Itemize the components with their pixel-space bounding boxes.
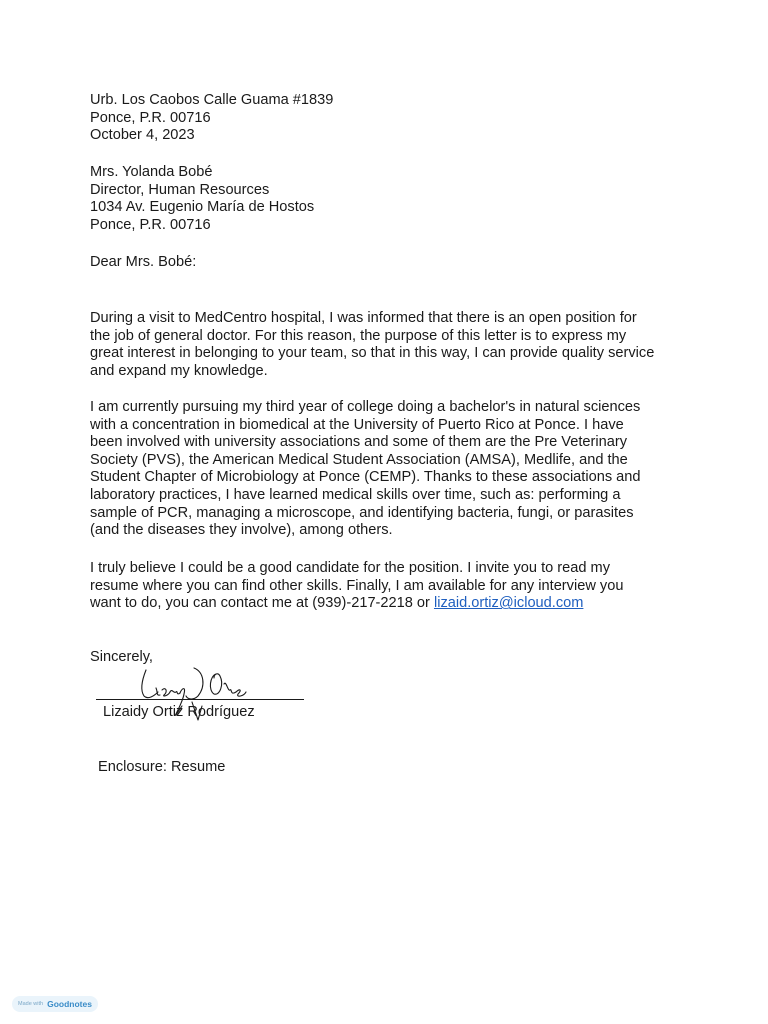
paragraph-line: laboratory practices, I have learned medical skills over time, such as: performing a: [90, 486, 621, 503]
recipient-address-line1: 1034 Av. Eugenio María de Hostos: [90, 199, 315, 216]
sender-address-line2: Ponce, P.R. 00716: [90, 109, 211, 126]
paragraph-line: the job of general doctor. For this reason, the purpose of this letter is to express my: [90, 327, 627, 344]
enclosure-note: Enclosure: Resume: [98, 759, 226, 775]
paragraph-line: During a visit to MedCentro hospital, I was informed that there is an open position for: [90, 310, 637, 326]
email-link[interactable]: lizaid.ortiz@icloud.com: [433, 595, 584, 612]
recipient-name: Mrs. Yolanda Bobé: [90, 164, 213, 180]
paragraph-line: I am currently pursuing my third year of college doing a bachelor's in natural sciences: [90, 399, 641, 415]
recipient-title: Director, Human Resources: [90, 181, 270, 198]
badge-made-with: Made with: [18, 1001, 44, 1007]
paragraph-3: [90, 560, 690, 613]
closing: Sincerely,: [90, 649, 153, 665]
paragraph-2: [90, 399, 690, 540]
recipient-address-line2: Ponce, P.R. 00716: [90, 216, 211, 233]
paragraph-line: been involved with university associations and some of them are the Pre Veterinary: [90, 434, 628, 451]
recipient-address-block: [90, 164, 690, 234]
paragraph-line: sample of PCR, managing a microscope, and identifying bacteria, fungi, or parasites: [90, 504, 634, 521]
paragraph-line: Student Chapter of Microbiology at Ponce (CEMP). Thanks to these associations and: [90, 469, 641, 486]
paragraph-line: (and the diseases they involve), among others.: [90, 522, 393, 539]
letter-date: October 4, 2023: [90, 127, 195, 144]
paragraph-1: [90, 310, 690, 380]
salutation: Dear Mrs. Bobé:: [90, 254, 197, 270]
contact-text: want to do, you can contact me at (939)-217-2218 or: [90, 595, 434, 612]
paragraph-line: and expand my knowledge.: [90, 362, 268, 379]
paragraph-line: with a concentration in biomedical at the University of Puerto Rico at Ponce. I have: [90, 416, 624, 433]
made-with-goodnotes-badge: [12, 996, 98, 1012]
sender-address-line1: Urb. Los Caobos Calle Guama #1839: [90, 92, 334, 108]
paragraph-line: great interest in belonging to your team, so that in this way, I can provide quality service: [90, 345, 655, 362]
paragraph-line: Society (PVS), the American Medical Student Association (AMSA), Medlife, and the: [90, 451, 628, 468]
badge-brand: Goodnotes: [47, 999, 92, 1009]
sender-address-block: [90, 92, 690, 145]
paragraph-line: I truly believe I could be a good candidate for the position. I invite you to read my: [90, 560, 611, 576]
paragraph-line: resume where you can find other skills. Finally, I am available for any interview you: [90, 577, 624, 594]
signer-name: Lizaidy Ortiz Rodríguez: [103, 704, 255, 720]
paragraph-line-contact: [90, 595, 690, 613]
